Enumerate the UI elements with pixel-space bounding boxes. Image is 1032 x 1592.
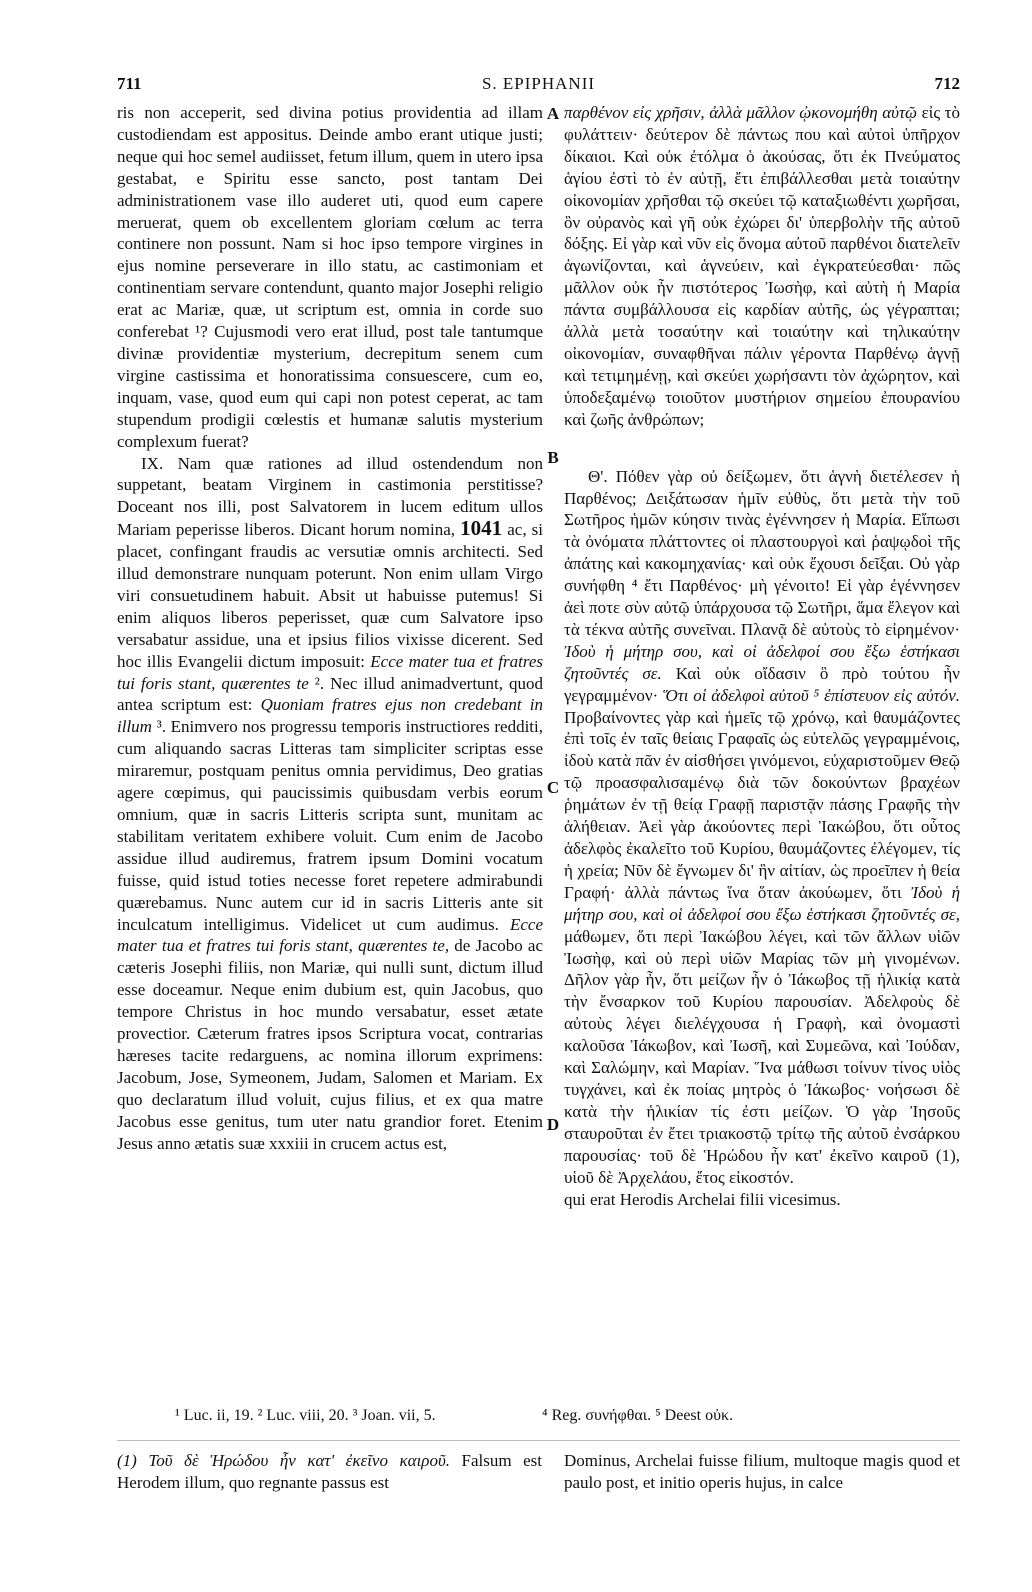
bottom-note-latin: Falsum est Herodem illum, quo regnante passus est bbox=[117, 1451, 542, 1492]
margin-marker-c: C bbox=[546, 778, 560, 797]
latin-text: de Jacobo ac cæteris Josephi filiis, non Mariæ, qui nulli sunt, dictum illud esse doceamur. Neque enim dubium est, quin Jacobus, quo tempore Christus in hoc mundo versabatur, esset ætate provectior. Cæterum fratres ipsos Scriptura vocat, contrarias hæreses tacite redarguens, ac nomina illorum exprimens: Jacobum, Jose, Symeonem, Judam, Salomen et Mariam. Ex quo declaratum illud voluit, cujus filius, et ex qua matre Jacobus esse genitus, tum uter natu grandior foret. Etenim Jesus anno ætatis suæ xxxiii in crucem actus est, bbox=[117, 936, 543, 1153]
latin-quote: Quoniam fratres ejus non credebant in illum bbox=[117, 695, 543, 737]
greek-text: Καὶ οὐκ οἴδασιν ὃ πρὸ τούτου ἦν γεγραμμένον· bbox=[564, 663, 960, 705]
bottom-note-greek: (1) Τοῦ δὲ Ἡρώδου ἦν κατ' ἐκεῖνο καιροῦ. bbox=[117, 1451, 451, 1470]
greek-text: Θ'. Πόθεν γὰρ οὐ δείξωμεν, ὅτι ἁγνὴ διετέλεσεν ἡ Παρθένος; Δειξάτωσαν ἡμῖν εὐθὺς, ὅτι μετὰ τὴν τοῦ Σωτῆρος ἡμῶν κύησιν τινὰς ἐγέννησεν ἡ Μαρία. Εἴπωσι τὰ ὀνόματα πλάττοντες οἱ πλαστουργοὶ καὶ ῥαψῳδοὶ τῆς ἀπάτης καὶ κακομηχανίας· καὶ οὐκ ἔχουσι δεῖξαι. Οὐ γὰρ συνήφθη ⁴ ἔτι Παρθένος· μὴ γένοιτο! Εἰ γὰρ ἐγέννησεν ἀεὶ ποτε σὺν αὐτῷ ὑπάρχουσα τῷ Σωτῆρι, ἅμα ἔλεγον καὶ τὰ τέκνα αὐτῆς συνεῖναι. Πλανᾷ δὲ αὐτοὺς τὸ εἰρημένον· bbox=[564, 466, 960, 639]
latin-paragraph-2 bbox=[117, 453, 543, 1155]
footnotes-right: ⁴ Reg. συνήφθαι. ⁵ Deest οὐκ. bbox=[542, 1407, 734, 1424]
latin-paragraph-1: ris non acceperit, sed divina potius providentia ad illam custodiendam est appositus. Deinde ambo erant utique justi; neque qui hoc semel audiisset, fetum illum, quem in utero ipsa gestabat, e Spiritu esse sancto, post tantam Dei administrationem vase illo auderet uti, quod eum capere meruerat, quem ob excellentem gloriam cœlum ac terra continere non possunt. Nam si hoc ipso tempore virgines in ejus nomine perseverare in illo statu, ac castimoniam et continentiam servare contendunt, quanto major Josephi religio erat ac Mariæ, quæ, ut scriptum est, omnia in corde suo conferebat ¹? Cujusmodi vero erat illud, post tale tantumque divinæ providentiæ mysterium, decrepitum senem cum virgine castissima et honoratissima consuescere, cum eo, inquam, vase, quod eum qui capi non potest ceperat, ac tam stupendum prodigii cœlestis et humanæ salutis mysterium complexum fuerat? bbox=[117, 103, 543, 451]
greek-quote: Ἰδοὺ ἡ μήτηρ σου, καὶ οἱ ἀδελφοί σου ἔξω ἑστήκασι ζητοῦντές σε. bbox=[564, 641, 960, 683]
margin-marker-b: B bbox=[547, 448, 559, 467]
page-header bbox=[117, 74, 960, 98]
latin-text: ². Nec illud animadvertunt, quod antea scriptum est: bbox=[117, 673, 543, 715]
footnote-divider bbox=[117, 1440, 960, 1441]
margin-marker-d: D bbox=[546, 1115, 560, 1134]
latin-quote: Ecce mater tua et fratres tui foris stant, quærentes te bbox=[117, 651, 543, 693]
latin-column bbox=[117, 102, 543, 1402]
greek-column bbox=[564, 102, 960, 1402]
greek-text: εἰς τὸ φυλάττειν· δεύτερον δὲ πάντως που καὶ αὐτοὶ ὑπῆρχον δίκαιοι. Καὶ οὐκ ἐτόλμα ὁ ἀκούσας, ὅτι ἐκ Πνεύματος ἁγίου ἐστὶ τὸ ἐν αὐτῇ, ἔτι ἐπιβάλλεσθαι μετὰ τοιαύτην οἰκονομίαν χρῆσθαι τῷ σκεύει τῷ καταξιωθέντι χωρῆσαι, ὃν οὐρανὸς καὶ γῆ οὐκ ἐχώρει δι' ὑπερβολὴν τῆς αὐτοῦ δόξης. Εἰ γὰρ καὶ νῦν εἰς ὄνομα αὐτοῦ παρθένοι διατελεῖν ἀγωνίζονται, καὶ ἁγνεύειν, καὶ ἐγκρατεύεσθαι· πῶς μᾶλλον οὐκ ἦν πιστότερος Ἰωσὴφ, καὶ αὐτὴ ἡ Μαρία πάντα συμβάλλουσα εἰς καρδίαν αὐτῆς, ὡς γέγραπται; ἀλλὰ μετὰ τοσαύτην καὶ τοιαύτην καὶ τηλικαύτην οἰκονομίαν, συναφθῆναι πάλιν γέροντα Παρθένῳ ἁγνῇ καὶ τετιμημένῃ, καὶ σκεύει χωρήσαντι τὸν ἀχώρητον, καὶ ὑποδεξαμένῳ τοιοῦτον μυστήριον σημείου ἐπουρανίου καὶ ζωῆς ἀνθρώπων; bbox=[564, 103, 960, 429]
footnotes-left: ¹ Luc. ii, 19. ² Luc. viii, 20. ³ Joan. vii, 5. bbox=[175, 1407, 436, 1424]
greek-paragraph-2 bbox=[564, 466, 960, 1189]
running-title: S. EPIPHANII bbox=[481, 74, 596, 93]
margin-marker-a: A bbox=[546, 104, 560, 123]
latin-text: ³. Enimvero nos progressu temporis instructiores redditi, cum aliquando sacras Litteras tam simpliciter scriptas esse miraremur, postquam penitus omnia pervidimus, Deo gratias agere cœpimus, qui paucissimis quibusdam verbis eorum omnium, quæ in sacris Litteris scripta sunt, munitam ac stabilitam veritatem exhibere voluit. Cum enim de Jacobo assidue illud audiremus, fratrem ipsum Domini vocatum fuisse, quid istud toties necesse foret repetere admirabundi quærebamus. Nunc autem cur id in sacris Litteris ante sit inculcatum intelligimus. Videlicet ut cum audimus. bbox=[117, 717, 543, 934]
page-number-right: 712 bbox=[934, 74, 960, 93]
latin-text: ac, si placet, confingant fraudis ac versutiæ omnis architecti. Sed illud demonstrare nunquam poterunt. Non enim ullam Virgo viri consuetudinem habuit. Absit ut habuisse putemus! Si enim aliquos liberos peperisset, quæ cum Salvatore ipso versabatur assidue, una et ipsius filios vixisse dicerent. Sed hoc illis Evangelii dictum imposuit: bbox=[117, 520, 543, 671]
greek-quote: Ὅτι οἱ ἀδελφοὶ αὐτοῦ ⁵ ἐπίστευον εἰς αὐτόν. bbox=[662, 685, 960, 705]
latin-quote: Ecce mater tua et fratres tui foris stant, quærentes te, bbox=[117, 914, 543, 956]
greek-paragraph-1 bbox=[564, 102, 960, 431]
latin-overflow-line: qui erat Herodis Archelai filii vicesimus. bbox=[564, 1189, 841, 1209]
greek-text: Προβαίνοντες γὰρ καὶ ἡμεῖς τῷ χρόνῳ, καὶ θαυμάζοντες ἐπὶ τοῖς ἐν ταῖς θείαις Γραφαῖς ὡς εὐτελῶς γεγραμμένοις, ἰδοὺ κατὰ πᾶν ἐν αἰσθήσει γινόμενοι, εὐχαριστοῦμεν Θεῷ τῷ προασφαλισαμένῳ διὰ τῶν δοκούντων βραχέων ῥημάτων ἐν τῇ θείᾳ Γραφῇ παριστᾷν πάσης Γραφῆς τὴν ἀλήθειαν. Ἀεὶ γὰρ ἀκούοντες περὶ Ἰακώβου, ὅτι οὗτος ἀδελφὸς ἐκαλεῖτο τοῦ Κυρίου, θαυμάζοντες ἐλέγομεν, τίς ἡ χρεία; Νῦν δὲ ἔγνωμεν δι' ἣν αἰτίαν, ὡς προεῖπεν ἡ θεία Γραφή· ἀλλὰ πάντως ἵνα ὅταν ἀκούωμεν, ὅτι bbox=[564, 707, 960, 902]
page-number-left: 711 bbox=[117, 74, 142, 93]
latin-text: IX. Nam quæ rationes ad illud ostendendum non suppetant, beatam Virginem in castimonia perstitisse? Doceant nos illi, post Salvatorem in lucem editum ullos Mariam peperisse liberos. Dicant horum nomina, bbox=[117, 453, 543, 540]
paragraph-spacer bbox=[564, 431, 960, 466]
bottom-note-left bbox=[117, 1450, 542, 1494]
bottom-note-right: Dominus, Archelai fuisse filium, multoque magis quod et paulo post, et initio operis hujus, in calce bbox=[564, 1451, 960, 1492]
greek-text: μάθωμεν, ὅτι περὶ Ἰακώβου λέγει, καὶ τῶν ἄλλων υἱῶν Ἰωσὴφ, καὶ οὐ περὶ υἱῶν Μαρίας τῶν μὴ γινομένων. Δῆλον γὰρ ἦν, ὅτι μείζων ἦν ὁ Ἰάκωβος τῇ ἡλικίᾳ κατὰ τὴν ἔνσαρκον τοῦ Κυρίου παρουσίαν. Ἀδελφοὺς δὲ αὐτοὺς λέγει διελέγχουσα ἡ Γραφὴ, καὶ ὀνομαστὶ καλοῦσα Ἰάκωβον, καὶ Ἰωσῆ, καὶ Συμεῶνα, καὶ Ἰούδαν, καὶ Σαλώμην, καὶ Μαρίαν. Ἵνα μάθωσι τοίνυν τίνος υἱὸς τυγχάνει, καὶ ἐκ ποίας μητρὸς ὁ Ἰάκωβος· νοήσωσι δὲ κατὰ τὴν ἡλικίαν τίς ἐστι μείζων. Ὁ γὰρ Ἰησοῦς σταυροῦται ἐν ἔτει τριακοστῷ τρίτῳ τῆς αὐτοῦ ἐνσάρκου παρουσίας· τοῦ δὲ Ἡρώδου ἦν κατ' ἐκεῖνο καιροῦ (1), υἱοῦ δὲ Ἀρχελάου, ἔτος εἰκοστόν. bbox=[564, 926, 960, 1187]
greek-quote: Ἰδοὺ ἡ μήτηρ σου, καὶ οἱ ἀδελφοί σου ἔξω ἑστήκασι ζητοῦντές σε, bbox=[564, 882, 960, 924]
column-number: 1041 bbox=[460, 516, 503, 541]
greek-italic-line: παρθένον εἰς χρῆσιν, ἀλλὰ μᾶλλον ᾠκονομήθη αὐτῷ bbox=[564, 103, 918, 122]
